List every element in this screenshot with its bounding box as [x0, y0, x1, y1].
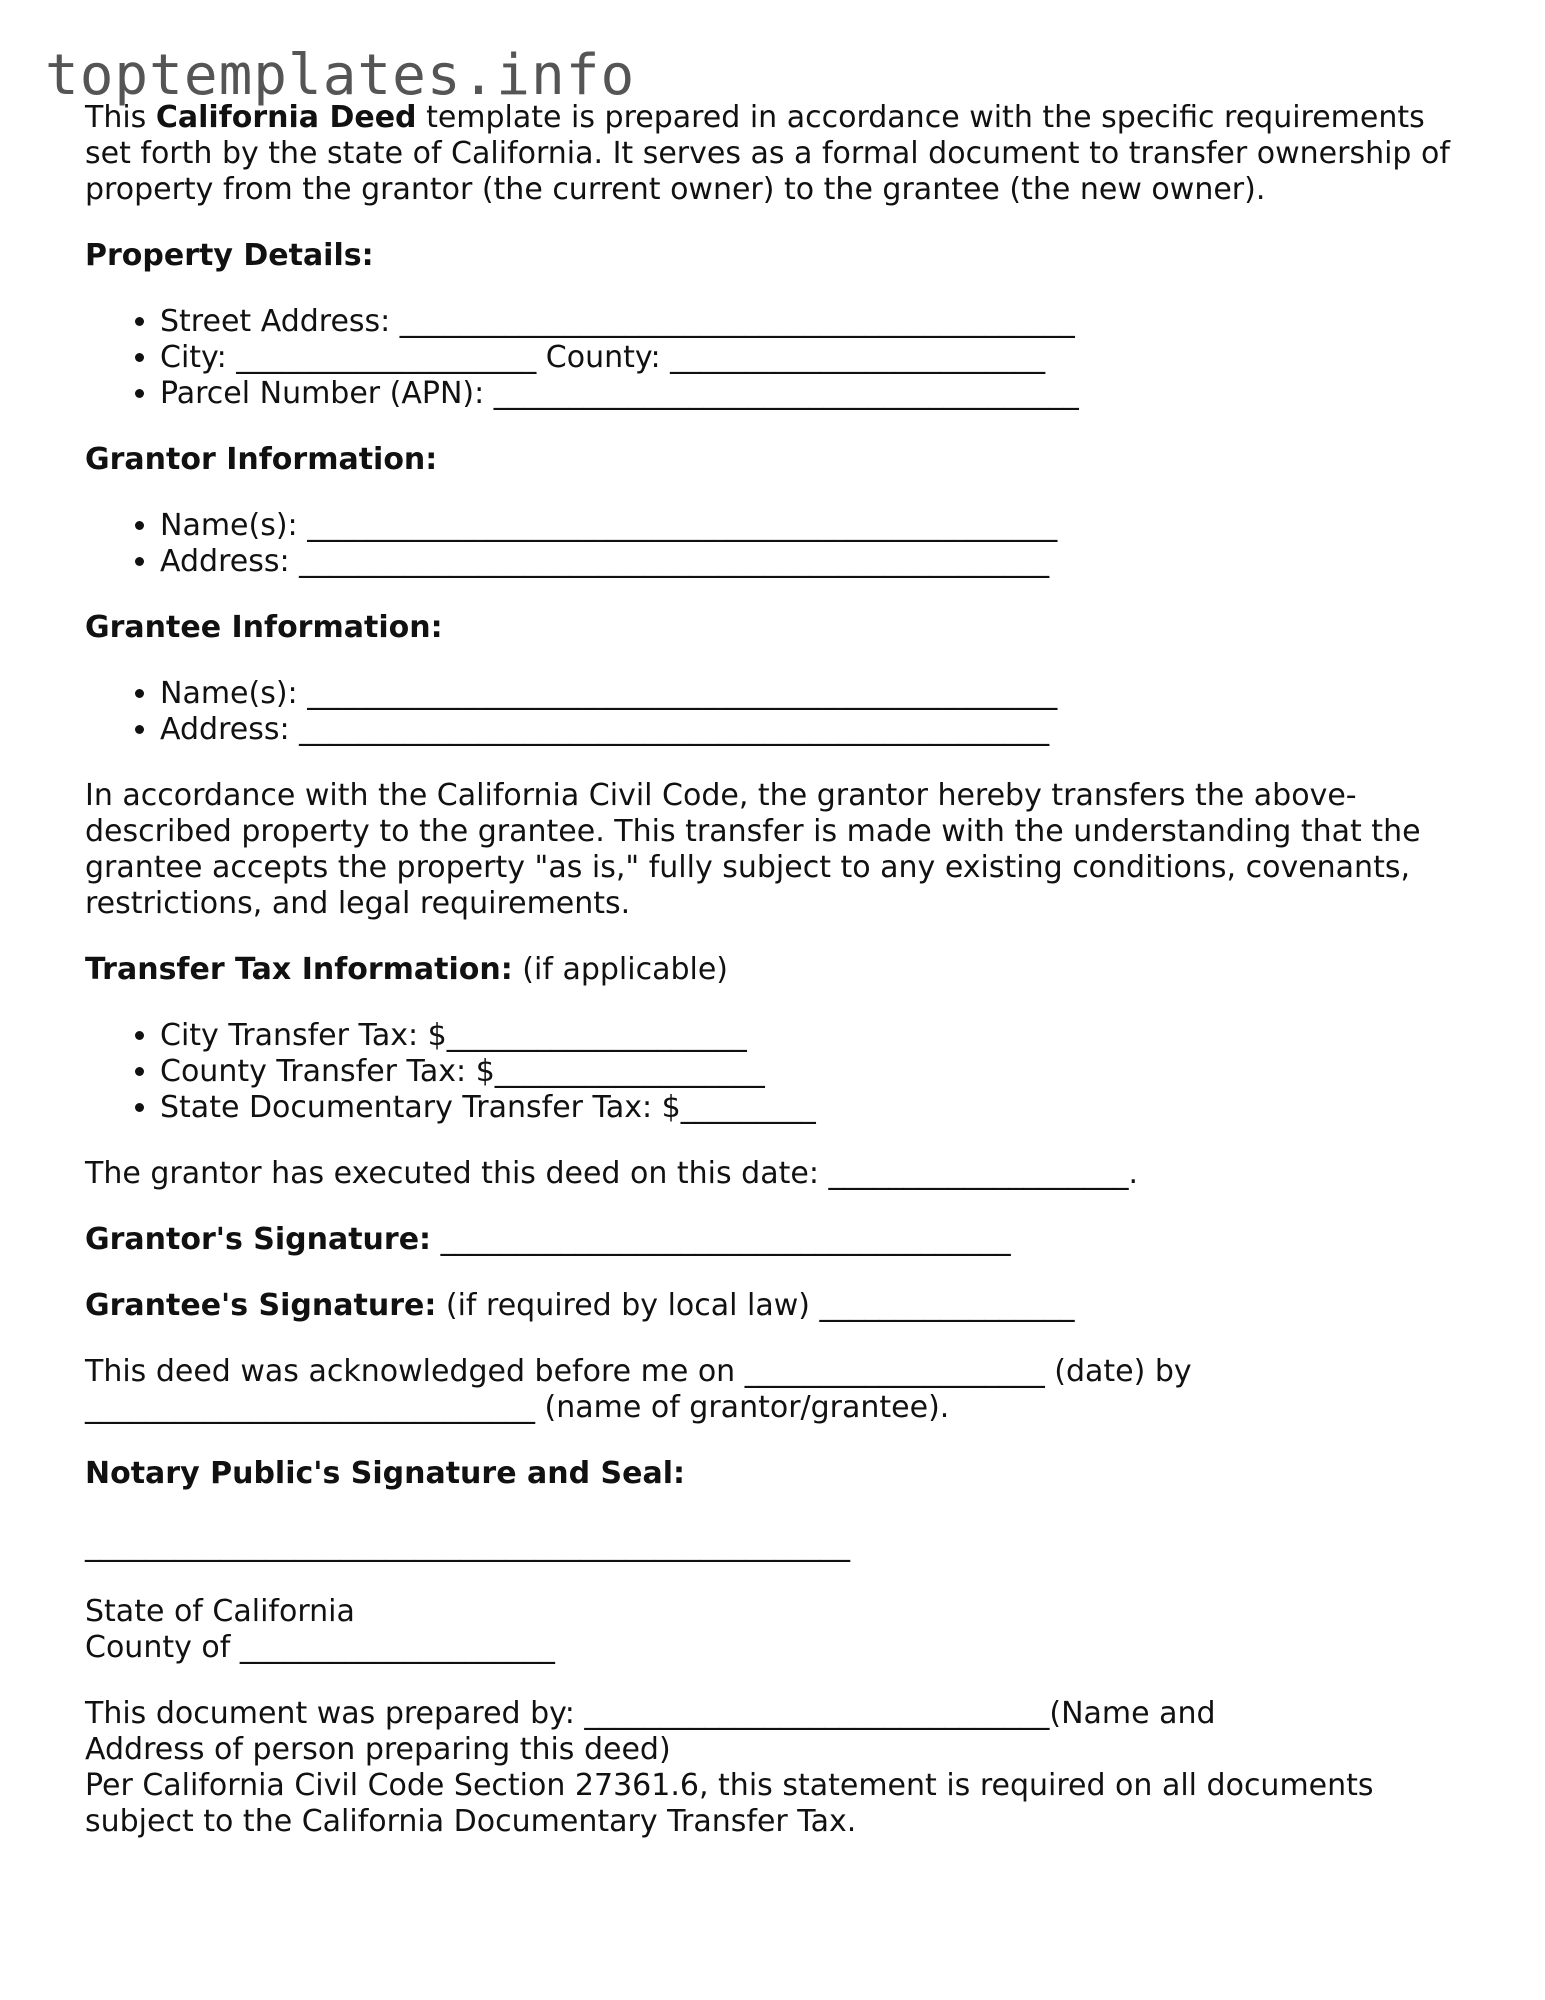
- property-details-list: [85, 304, 1465, 412]
- grantor-signature-row[interactable]: [85, 1222, 1465, 1258]
- acknowledgment-line-1[interactable]: This deed was acknowledged before me on ____________________ (date) by: [85, 1354, 1192, 1389]
- grantor-information-list: [85, 508, 1465, 580]
- prepared-by-line-2: Address of person preparing this deed): [85, 1732, 671, 1767]
- grantor-address-field[interactable]: • Address: __________________________________________________: [160, 544, 1465, 580]
- grantor-signature-label: Grantor's Signature:: [85, 1222, 432, 1257]
- execution-date-field[interactable]: The grantor has executed this deed on this date: ____________________.: [85, 1156, 1139, 1191]
- city-transfer-tax-field[interactable]: • City Transfer Tax: $____________________: [160, 1018, 1465, 1054]
- transfer-tax-note: (if applicable): [512, 952, 728, 987]
- transfer-paragraph: In accordance with the California Civil Code, the grantor hereby transfers the above-described property to the grantee. This transfer is made with the understanding that the grantee accepts the property "as is," fully subject to any existing conditions, covenants, restrictions, and legal requirements.: [85, 778, 1421, 921]
- state-transfer-tax-field[interactable]: • State Documentary Transfer Tax: $_________: [160, 1090, 1465, 1126]
- prepared-by-line-3: Per California Civil Code Section 27361.6, this statement is required on all documents: [85, 1768, 1374, 1803]
- intro-prefix: This: [85, 100, 156, 135]
- grantee-address-field[interactable]: • Address: __________________________________________________: [160, 712, 1465, 748]
- prepared-by-line-4: subject to the California Documentary Transfer Tax.: [85, 1804, 857, 1839]
- county-transfer-tax-field[interactable]: • County Transfer Tax: $__________________: [160, 1054, 1465, 1090]
- notary-heading: Notary Public's Signature and Seal:: [85, 1456, 685, 1491]
- state-line: State of California: [85, 1594, 355, 1629]
- property-details-heading: Property Details:: [85, 238, 374, 273]
- grantee-signature-row[interactable]: [85, 1288, 1465, 1324]
- transfer-tax-heading-row: [85, 952, 1465, 988]
- parcel-number-field[interactable]: • Parcel Number (APN): _______________________________________: [160, 376, 1465, 412]
- intro-suffix: template is prepared in accordance with the specific requirements set forth by the state of California. It serves as a formal document to transfer ownership of property from the grantor (the current owner) to the grantee (the new owner).: [85, 100, 1450, 207]
- grantee-information-heading: Grantee Information:: [85, 610, 443, 645]
- grantee-name-field[interactable]: • Name(s): __________________________________________________: [160, 676, 1465, 712]
- intro-paragraph: [85, 100, 1465, 208]
- deed-document: [85, 100, 1465, 1840]
- acknowledgment-line-2[interactable]: ______________________________ (name of grantor/grantee).: [85, 1390, 950, 1425]
- grantee-information-list: [85, 676, 1465, 748]
- grantor-information-heading: Grantor Information:: [85, 442, 438, 477]
- notary-signature-line[interactable]: ___________________________________________________: [85, 1528, 850, 1563]
- transfer-tax-list: [85, 1018, 1465, 1126]
- grantee-signature-line[interactable]: (if required by local law) _________________: [436, 1288, 1075, 1323]
- county-field[interactable]: County of _____________________: [85, 1630, 555, 1665]
- grantee-signature-label: Grantee's Signature:: [85, 1288, 437, 1323]
- grantor-name-field[interactable]: • Name(s): __________________________________________________: [160, 508, 1465, 544]
- prepared-by-line-1[interactable]: This document was prepared by: _______________________________(Name and: [85, 1696, 1216, 1731]
- acknowledgment-paragraph: [85, 1354, 1465, 1426]
- state-county-block: [85, 1594, 1465, 1666]
- watermark-logo: toptemplates.info: [45, 43, 636, 108]
- street-address-field[interactable]: • Street Address: _____________________________________________: [160, 304, 1465, 340]
- transfer-tax-heading: Transfer Tax Information:: [85, 952, 513, 987]
- city-county-field[interactable]: • City: ____________________ County: _________________________: [160, 340, 1465, 376]
- grantor-signature-line[interactable]: ______________________________________: [431, 1222, 1011, 1257]
- intro-bold-title: California Deed: [155, 100, 417, 135]
- prepared-by-block: [85, 1696, 1465, 1840]
